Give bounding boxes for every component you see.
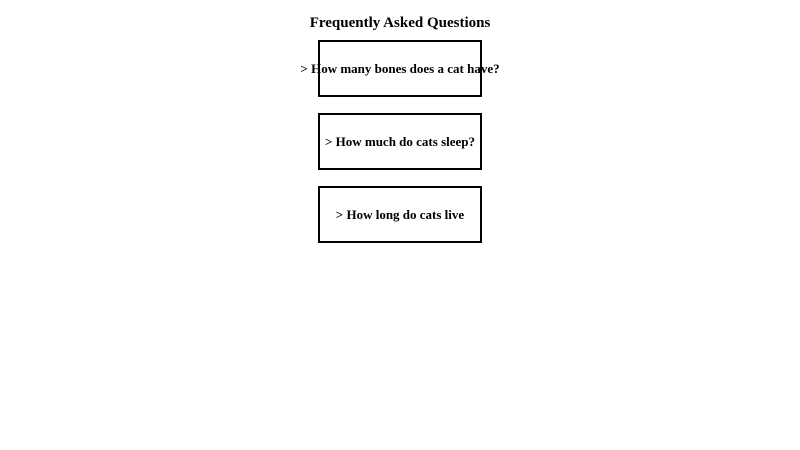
faq-item-lifespan[interactable]: [318, 186, 482, 243]
faq-item-bones[interactable]: [300, 40, 500, 97]
faq-list: [0, 40, 800, 243]
faq-question-text: > How long do cats live: [335, 207, 465, 222]
faq-question-text: > How much do cats sleep?: [324, 134, 476, 149]
faq-item-sleep[interactable]: [318, 113, 482, 170]
page-title: Frequently Asked Questions: [309, 15, 491, 31]
faq-question-text: > How many bones does a cat have?: [300, 61, 500, 76]
